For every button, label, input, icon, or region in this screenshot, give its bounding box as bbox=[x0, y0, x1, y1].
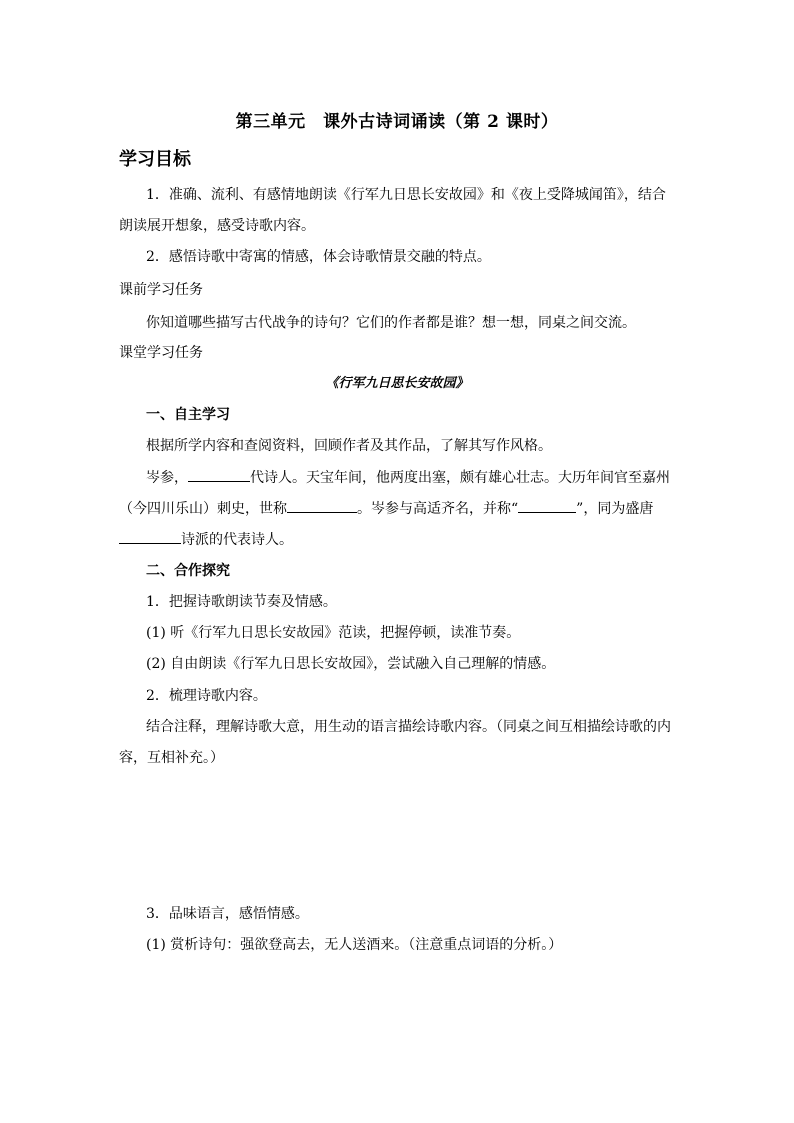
section-2-item-2: 2．梳理诗歌内容。 bbox=[146, 688, 267, 704]
objective-item-1-line-1: 1．准确、流利、有感情地朗读《行军九日思长安故园》和《夜上受降城闻笛》，结合 bbox=[146, 187, 666, 203]
fill-text-e: ”，同为盛唐 bbox=[576, 501, 654, 517]
fill-text-c: （今四川乐山）刺史，世称 bbox=[119, 501, 287, 517]
answer-blank-joint-name[interactable] bbox=[518, 500, 576, 513]
fill-text-a: 岑参， bbox=[146, 470, 188, 486]
fill-text-b: 代诗人。天宝年间，他两度出塞，颇有雄心壮志。大历年间官至嘉州 bbox=[250, 470, 670, 486]
objective-item-1-line-2: 朗读展开想象，感受诗歌内容。 bbox=[119, 218, 315, 234]
section-2-item-3-sub-1: (1) 赏析诗句：强欲登高去，无人送酒来。（注意重点词语的分析。） bbox=[146, 937, 563, 953]
objective-item-2: 2．感悟诗歌中寄寓的情感，体会诗歌情景交融的特点。 bbox=[146, 249, 491, 265]
pre-class-text: 你知道哪些描写古代战争的诗句？它们的作者都是谁？想一想，同桌之间交流。 bbox=[146, 315, 636, 331]
section-1-intro: 根据所学内容和查阅资料，回顾作者及其作品，了解其写作风格。 bbox=[146, 438, 552, 454]
section-2-item-3: 3．品味语言，感悟情感。 bbox=[146, 906, 309, 922]
objectives-heading: 学习目标 bbox=[119, 149, 191, 170]
answer-blank-dynasty[interactable] bbox=[188, 469, 250, 482]
fill-in-line-1 bbox=[146, 469, 670, 486]
section-2-item-1-sub-1: (1) 听《行军九日思长安故园》范读，把握停顿，读准节奏。 bbox=[146, 625, 521, 641]
poem-title: 《行军九日思长安故园》 bbox=[325, 376, 469, 391]
section-2-item-2-line-2: 容，互相补充。） bbox=[119, 750, 224, 766]
pre-class-heading: 课前学习任务 bbox=[119, 282, 203, 298]
section-2-item-1: 1．把握诗歌朗读节奏及情感。 bbox=[146, 594, 337, 610]
section-2-heading: 二、合作探究 bbox=[146, 563, 230, 579]
fill-in-line-2 bbox=[119, 500, 653, 517]
section-1-heading: 一、自主学习 bbox=[146, 407, 230, 423]
page-title: 第三单元 课外古诗词诵读（第 2 课时） bbox=[235, 112, 559, 132]
answer-blank-title[interactable] bbox=[287, 500, 357, 513]
fill-text-d: 。岑参与高适齐名，并称“ bbox=[357, 501, 519, 517]
answer-blank-school[interactable] bbox=[119, 531, 181, 544]
section-2-item-1-sub-2: (2) 自由朗读《行军九日思长安故园》，尝试融入自己理解的情感。 bbox=[146, 656, 556, 672]
section-2-item-2-line-1: 结合注释，理解诗歌大意，用生动的语言描绘诗歌内容。（同桌之间互相描绘诗歌的内 bbox=[146, 719, 671, 735]
fill-text-f: 诗派的代表诗人。 bbox=[181, 532, 293, 548]
in-class-heading: 课堂学习任务 bbox=[119, 345, 203, 361]
fill-in-line-3 bbox=[119, 531, 293, 548]
